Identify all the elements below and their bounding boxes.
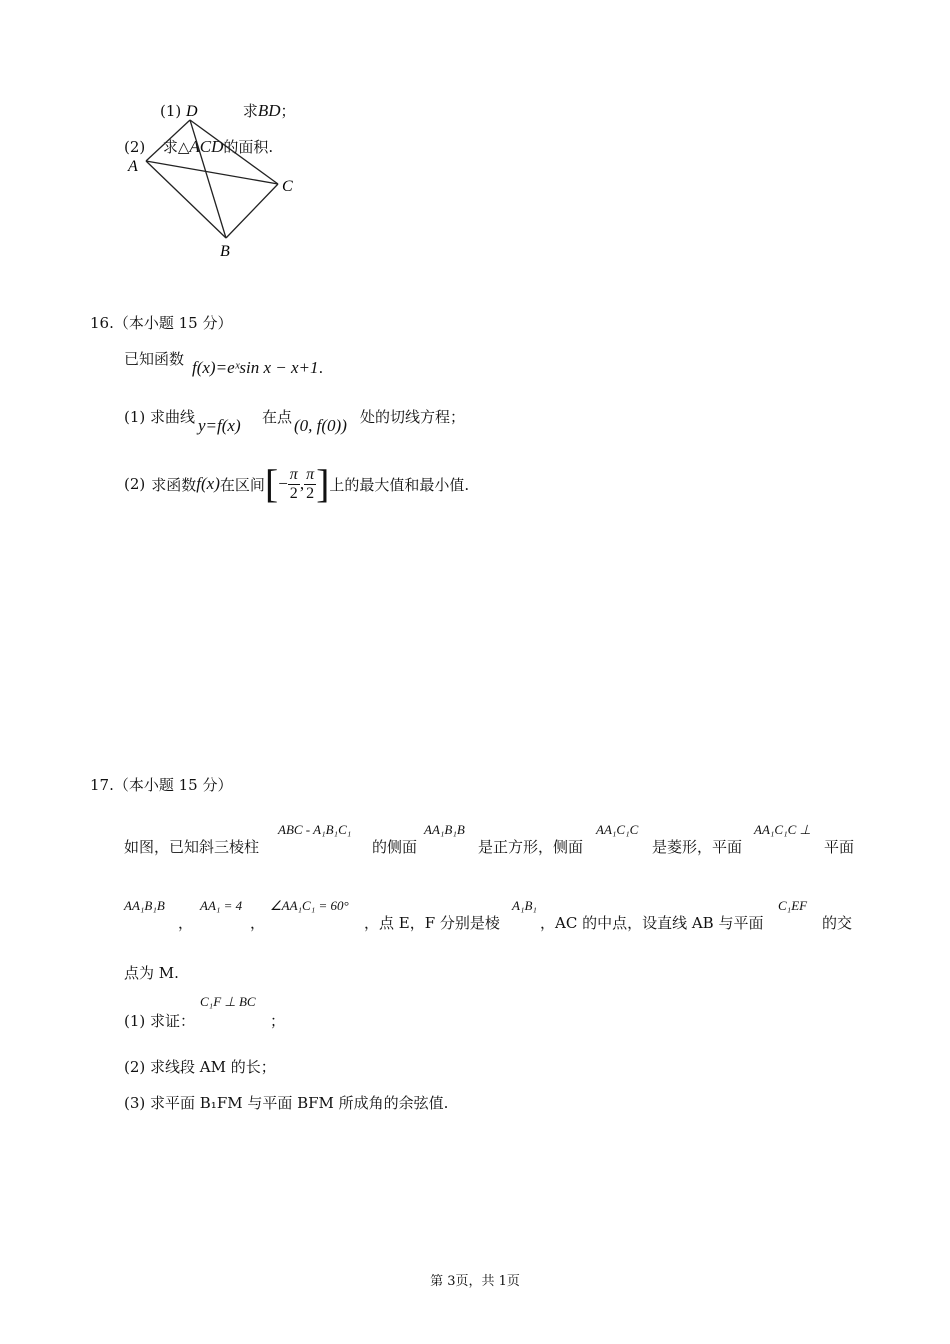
q16-part1-c: 处的切线方程； (360, 408, 466, 426)
q16-part1 (124, 406, 195, 427)
q16-part1-math: y=f(x) (198, 416, 241, 435)
q16-intro-text: 已知函数 (124, 350, 185, 368)
q17-line1-d: 是菱形，平面 (652, 838, 743, 856)
interval-right-bracket: ] (316, 461, 330, 506)
q16-part2-num: (2) (124, 475, 146, 493)
q15-part1-num: (1) (160, 102, 182, 120)
q17-part1 (124, 1010, 195, 1031)
q17-part1-math: C₁F ⊥ BC (200, 994, 256, 1009)
q15-part2-math: ACD (189, 137, 224, 156)
q17-prism: ABC - A₁B₁C₁ (278, 822, 352, 837)
q17-line2-plane: C₁EF (778, 898, 808, 913)
q17-line2-a: ，点 E，F 分别是棱 (364, 914, 500, 932)
q15-part2-text: 求△ (162, 138, 190, 156)
label-a: A (128, 158, 138, 175)
q17-face1: AA₁B₁B (424, 822, 465, 837)
q17-line1-e: 平面 (824, 838, 855, 856)
edge-cb (226, 184, 278, 238)
q15-part2-end: 的面积. (223, 138, 274, 156)
q16-part1-point (294, 416, 347, 436)
q17-line1-b: 的侧面 (372, 838, 418, 856)
q16-part2-c: 上的最大值和最小值. (329, 475, 470, 494)
q15-part1-math: BD (257, 101, 281, 120)
q17-line2-length: AA₁ = 4 (200, 898, 243, 913)
fraction-pi-over-2-right: $\frac{\pi}{2}$ (306, 465, 315, 502)
minus-sign: − (278, 474, 288, 493)
q17-part1-a: 求证： (150, 1012, 196, 1030)
q16-intro (124, 348, 184, 369)
q16-function-end: . (318, 359, 324, 377)
q17-line1-c: 是正方形，侧面 (478, 838, 584, 856)
q16-part2-a: 求函数 (151, 475, 197, 494)
fraction-pi-over-2-left: $\frac{\pi}{2}$ (289, 465, 298, 502)
interval-comma: , (299, 474, 305, 493)
label-b: B (220, 243, 230, 260)
q16-part2-math: f(x) (196, 474, 220, 493)
q16-part1-curve (198, 416, 241, 436)
q17-part2: (2) 求线段 AM 的长； (124, 1058, 276, 1076)
q16-part2-b: 在区间 (219, 475, 265, 494)
q15-part1-text: 求 (242, 102, 258, 120)
q17-line2-b: ，AC 的中点，设直线 AB 与平面 (540, 914, 764, 932)
q17-line2-face: AA₁B₁B (124, 898, 165, 913)
q17-face2: AA₁C₁C (596, 822, 639, 837)
q17-line3: 点为 M. (124, 964, 179, 982)
q17-line1-a: 如图，已知斜三棱柱 (124, 838, 260, 856)
q17-line2-angle: ∠AA₁C₁ = 60° (270, 898, 349, 913)
q16-part2 (124, 461, 470, 506)
q17-part3: (3) 求平面 B₁FM 与平面 BFM 所成角的余弦值. (124, 1094, 449, 1112)
edge-dc (190, 120, 278, 184)
q17-line2-edge: A₁B₁ (512, 898, 537, 913)
q16-part1-num: (1) (124, 408, 146, 426)
q16-part1-point-math: (0, f(0)) (294, 416, 347, 435)
q16-part1-a: 求曲线 (150, 408, 196, 426)
q17-face3: AA₁C₁C ⊥ (754, 822, 811, 837)
q17-header: 17.（本小题 15 分） (90, 776, 233, 794)
q17-line2-comma2: ， (250, 914, 266, 932)
q17-line2-c: 的交 (822, 914, 853, 932)
q17-line2-comma1: ， (178, 914, 194, 932)
quadrilateral-figure (120, 98, 310, 268)
q17-part1-end: ； (270, 1012, 286, 1030)
edge-da (146, 120, 190, 161)
q16-function-math: f(x)=eˣsin x − x+1 (192, 358, 319, 377)
interval-left-bracket: [ (264, 461, 279, 506)
q17-part1-num: (1) (124, 1012, 146, 1030)
page-footer: 第 3页，共 1页 (430, 1274, 520, 1289)
q15-part1-end: ； (280, 102, 296, 120)
label-d: D (186, 103, 198, 120)
q16-function (192, 358, 323, 378)
q15-part2-num: (2) (124, 138, 146, 156)
q16-part1-b: 在点 (262, 408, 293, 426)
label-c: C (282, 178, 293, 195)
q16-header: 16.（本小题 15 分） (90, 314, 233, 332)
